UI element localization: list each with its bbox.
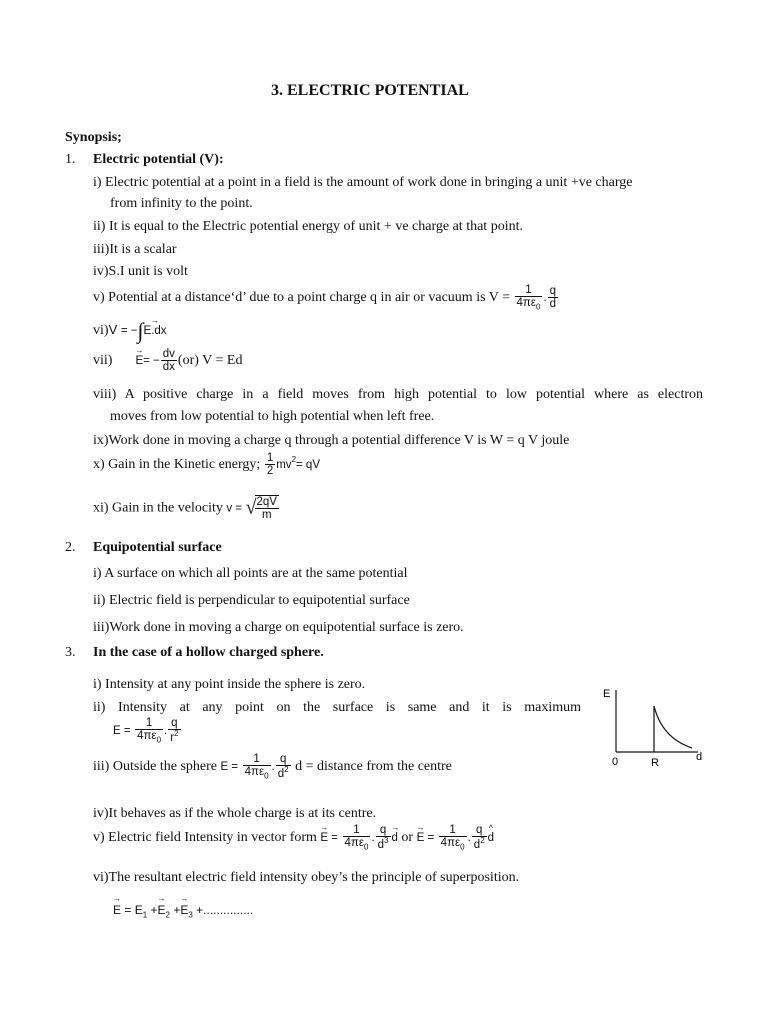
s1-item-viii-a: viii) A positive charge in a field moves from high potential to low potential where as electron <box>93 387 703 402</box>
section-2-heading: Equipotential surface <box>93 540 222 555</box>
s1-item-ix: ix)Work done in moving a charge q through a potential difference V is W = q V joule <box>93 433 570 448</box>
s3-item-iii: iii) Outside the sphere E = $\frac{1}{4\pi\varepsilon_0}$ . $\frac{q}{d^2}$ d = distance from the centre <box>93 753 452 781</box>
s3-item-ii-formula: E = $\frac{1}{4\pi\varepsilon_0}$ . $\frac{q}{r^2}$ <box>113 717 179 745</box>
fraction-q-over-d: $\frac{q}{d}$ <box>549 285 557 311</box>
s1-item-i-a: i) Electric potential at a point in a field is the amount of work done in bringing a unit +ve charge <box>93 175 633 190</box>
superposition-formula: → $E = E_1 +\to E_2 +\to E_3$ +............... <box>113 903 253 919</box>
section-1-number: 1. <box>65 152 76 167</box>
s3-item-ii: ii) Intensity at any point on the surface is same and it is maximum <box>93 700 581 715</box>
s1-item-vi: vi)V = −∫→ E.dx <box>93 318 167 344</box>
fraction-dv-over-dx: $\frac{dv}{dx}$ <box>162 348 175 374</box>
s1-item-viii-b: moves from low potential to high potential when left free. <box>110 409 435 424</box>
graph-r-label: R <box>651 757 659 769</box>
s1-item-iv: iv)S.I unit is volt <box>93 264 188 279</box>
s1-item-vii: vii) → E= − $\frac{dv}{dx}$ (or) V = Ed <box>93 348 242 373</box>
s3-item-i: i) Intensity at any point inside the sphere is zero. <box>93 677 366 692</box>
vector-E: → E <box>135 355 143 367</box>
s1-item-iii: iii)It is a scalar <box>93 242 177 257</box>
fraction-1-over-4pie0: $\frac{1}{4\pi\varepsilon_0}$ <box>516 284 541 312</box>
synopsis-label: Synopsis; <box>65 130 122 145</box>
graph-x-label: d <box>696 751 703 763</box>
s1-item-xi: xi) Gain in the velocity v = √ $\frac{2qV}{m}$ <box>93 496 277 522</box>
s1-item-v: v) Potential at a distance‘d’ due to a point charge q in air or vacuum is V = $\frac{1}{4\pi\varepsilon_0}$ . $\frac{q}{d}$ <box>93 284 557 312</box>
section-3-heading: In the case of a hollow charged sphere. <box>93 645 324 660</box>
s2-item-ii: ii) Electric field is perpendicular to equipotential surface <box>93 593 410 608</box>
graph-decay-curve <box>654 706 692 748</box>
graph-origin-label: 0 <box>612 756 619 768</box>
s2-item-i: i) A surface on which all points are at the same potential <box>93 566 408 581</box>
s1-item-ii: ii) It is equal to the Electric potential energy of unit + ve charge at that point. <box>93 219 523 234</box>
graph-y-label: E <box>603 688 611 700</box>
s1-item-x: x) Gain in the Kinetic energy; $\frac{1}{2}$ $mv^2=$ qV <box>93 452 320 478</box>
s1-item-v-text: v) Potential at a distance‘d’ due to a point charge q in air or vacuum is V = <box>93 290 511 306</box>
integral-sign: ∫ <box>137 318 144 343</box>
section-2-number: 2. <box>65 540 76 555</box>
fraction-2qV-over-m: $\frac{2qV}{m}$ <box>256 496 277 522</box>
fraction-1-over-2: $\frac{1}{2}$ <box>266 452 274 478</box>
s1-item-i-b: from infinity to the point. <box>110 196 253 211</box>
s2-item-iii: iii)Work done in moving a charge on equipotential surface is zero. <box>93 620 464 635</box>
s3-item-iv: iv)It behaves as if the whole charge is at its centre. <box>93 806 377 821</box>
s3-item-v: v) Electric field Intensity in vector form → E = $\frac{1}{4\pi\varepsilon_0}$ . $\frac{q}{d^3}$ → d or → E = $\frac{1}{4\pi\varepsilon_0}$ . $\frac{q}{d^2}$ ^ d <box>93 824 494 852</box>
page-title: 3. ELECTRIC POTENTIAL <box>271 82 469 99</box>
section-3-number: 3. <box>65 645 76 660</box>
section-1-heading: Electric potential (V): <box>93 152 224 167</box>
s3-item-vi: vi)The resultant electric field intensity obey’s the principle of superposition. <box>93 870 520 885</box>
field-vs-distance-graph <box>590 680 710 772</box>
sqrt-sign: √ <box>245 496 257 519</box>
vector-E-dot-dx: → E.dx <box>144 325 167 337</box>
